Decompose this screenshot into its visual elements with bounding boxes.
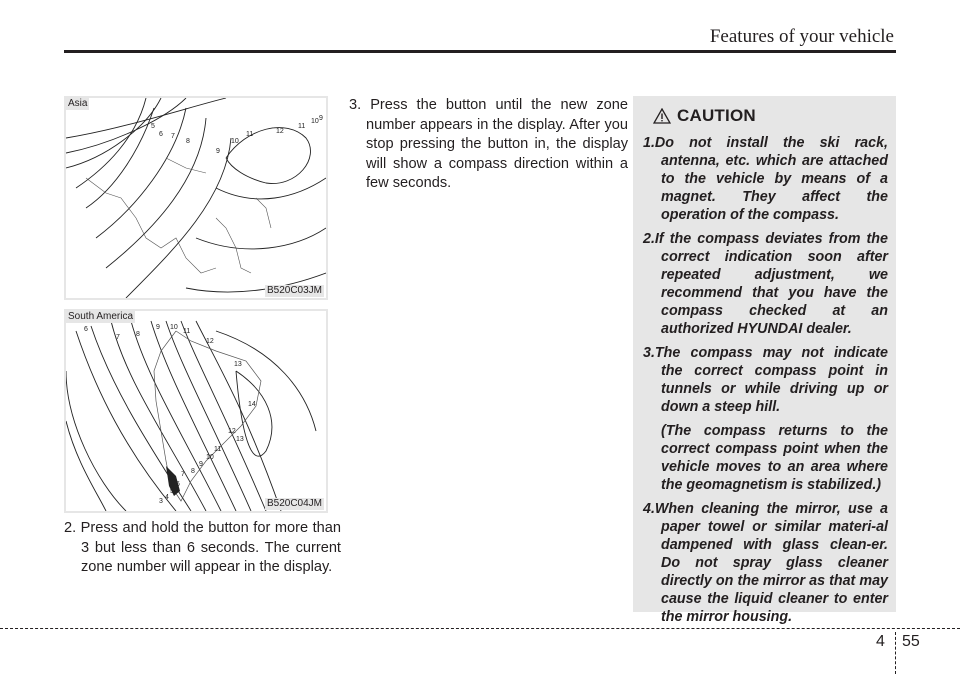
caution-box	[633, 96, 896, 625]
footer-rule	[0, 628, 960, 629]
caution-item-3: 3.The compass may not indicate the correct compass point in tunnels or while driving up or down a steep hill.	[643, 345, 888, 415]
asia-isoline-map	[66, 98, 326, 298]
caution-item-2: 2.If the compass deviates from the correct indication soon after repeated adjustment, we recommend that you have the compass checked at an authorized HYUNDAI dealer.	[643, 231, 888, 337]
svg-text:7: 7	[171, 133, 175, 140]
svg-text:8: 8	[136, 331, 140, 338]
svg-text:9: 9	[216, 148, 220, 155]
svg-text:10: 10	[231, 138, 239, 145]
svg-text:9: 9	[156, 324, 160, 331]
svg-text:10: 10	[206, 454, 214, 461]
svg-text:6: 6	[176, 481, 180, 488]
chapter-number: 4	[876, 633, 885, 650]
figure-label-asia: Asia	[68, 98, 88, 109]
svg-text:10: 10	[311, 118, 319, 125]
svg-text:11: 11	[214, 446, 222, 453]
step-3-text: 3. Press the button until the new zone number appears in the display. After you stop pressing the button in, the display will show a compass direction within a few seconds.	[349, 97, 628, 191]
svg-text:12: 12	[276, 128, 284, 135]
svg-text:5: 5	[151, 123, 155, 130]
svg-text:7: 7	[116, 334, 120, 341]
svg-text:6: 6	[84, 326, 88, 333]
step-2-text: 2. Press and hold the button for more than 3 but less than 6 seconds. The current zone number will appear in the display.	[64, 520, 341, 575]
svg-text:13: 13	[234, 361, 242, 368]
svg-text:11: 11	[298, 123, 306, 130]
caution-item-4: 4.When cleaning the mirror, use a paper towel or similar materi-al dampened with glass clean-er. Do not spray glass cleaner directly on the mirror as that may cause the liquid cleaner to enter the mirror housing.	[643, 501, 888, 625]
svg-text:6: 6	[159, 131, 163, 138]
header-rule	[64, 50, 896, 53]
figure-label-south-america: South America	[68, 311, 134, 322]
svg-text:4: 4	[165, 494, 169, 501]
svg-text:7: 7	[181, 471, 185, 478]
caution-list	[643, 134, 888, 632]
svg-text:11: 11	[246, 131, 254, 138]
south-america-map-image	[66, 311, 326, 511]
svg-text:9: 9	[319, 115, 323, 122]
page-number-divider	[895, 632, 896, 674]
svg-text:10: 10	[170, 324, 178, 331]
page-header-title: Features of your vehicle	[709, 26, 894, 47]
svg-text:8: 8	[186, 138, 190, 145]
south-america-zone-map	[64, 309, 328, 513]
caution-note: (The compass returns to the correct compass point when the vehicle moves to an area where the geomagnetism is stabilized.)	[661, 423, 888, 493]
caution-header	[653, 106, 756, 126]
figure-code-asia: B520C03JM	[266, 285, 322, 296]
warning-triangle-icon	[653, 108, 671, 124]
south-america-isoline-map	[66, 311, 326, 511]
svg-text:14: 14	[248, 401, 256, 408]
figure-code-south-america: B520C04JM	[266, 498, 322, 509]
svg-text:3: 3	[159, 498, 163, 505]
svg-text:8: 8	[191, 468, 195, 475]
asia-zone-map	[64, 96, 328, 300]
caution-item-1: 1.Do not install the ski rack, antenna, etc. which are attached to the vehicle by means of a magnet. They affect the operation of the compass.	[643, 135, 888, 223]
page-number: 55	[902, 633, 920, 650]
svg-text:12: 12	[206, 338, 214, 345]
asia-map-image	[66, 98, 326, 298]
svg-text:12: 12	[228, 428, 236, 435]
svg-text:9: 9	[199, 461, 203, 468]
svg-text:5: 5	[170, 488, 174, 495]
svg-text:11: 11	[183, 328, 191, 335]
svg-text:13: 13	[236, 436, 244, 443]
caution-title: CAUTION	[677, 106, 756, 125]
